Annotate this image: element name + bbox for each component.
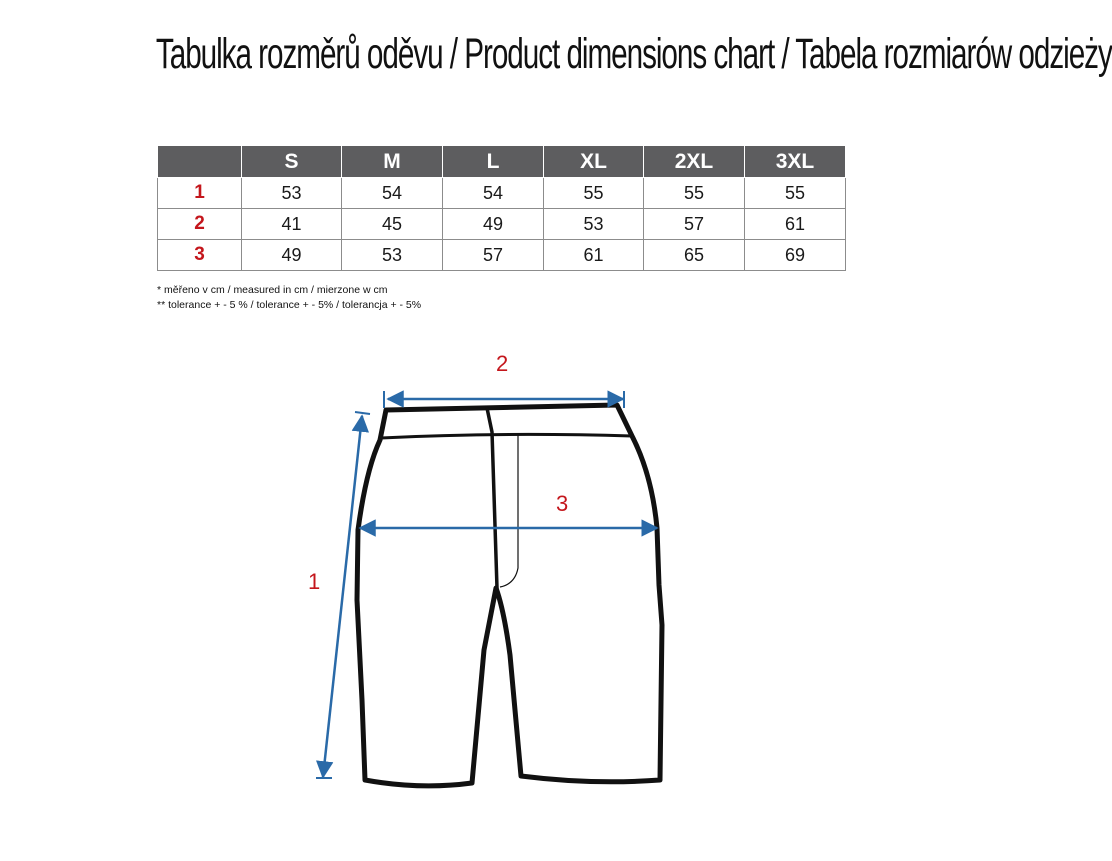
row-label: 1 xyxy=(158,178,242,209)
table-cell: 55 xyxy=(745,178,846,209)
row-label: 2 xyxy=(158,209,242,240)
hip-label: 3 xyxy=(556,491,569,516)
table-cell: 55 xyxy=(544,178,644,209)
table-cell: 53 xyxy=(544,209,644,240)
table-header-size: L xyxy=(443,146,544,178)
table-cell: 45 xyxy=(342,209,443,240)
table-cell: 49 xyxy=(242,240,342,271)
waistband-bottom-line xyxy=(380,434,632,438)
table-cell: 61 xyxy=(745,209,846,240)
row-label: 3 xyxy=(158,240,242,271)
table-cell: 69 xyxy=(745,240,846,271)
length-label: 1 xyxy=(308,569,321,594)
table-header-size: 3XL xyxy=(745,146,846,178)
table-cell: 54 xyxy=(443,178,544,209)
table-header-size: S xyxy=(242,146,342,178)
waist-label: 2 xyxy=(496,351,509,376)
note-units: * měřeno v cm / measured in cm / mierzone w cm xyxy=(157,284,388,296)
fly-seam xyxy=(500,434,518,587)
length-tick-top xyxy=(355,412,370,414)
table-header-size: XL xyxy=(544,146,644,178)
table-cell: 55 xyxy=(644,178,745,209)
table-header-size: M xyxy=(342,146,443,178)
table-cell: 65 xyxy=(644,240,745,271)
table-cell: 41 xyxy=(242,209,342,240)
shorts-body-outline xyxy=(357,405,662,786)
table-cell: 49 xyxy=(443,209,544,240)
table-cell: 57 xyxy=(644,209,745,240)
table-cell: 53 xyxy=(242,178,342,209)
table-cell: 61 xyxy=(544,240,644,271)
table-header-size: 2XL xyxy=(644,146,745,178)
page-title: Tabulka rozměrů oděvu / Product dimensions chart / Tabela rozmiarów odzieży xyxy=(155,30,1112,78)
table-cell: 57 xyxy=(443,240,544,271)
note-tolerance: ** tolerance + - 5 % / tolerance + - 5% / tolerancja + - 5% xyxy=(157,299,422,311)
table-cell: 53 xyxy=(342,240,443,271)
table-cell: 54 xyxy=(342,178,443,209)
shorts-outline xyxy=(357,405,662,786)
